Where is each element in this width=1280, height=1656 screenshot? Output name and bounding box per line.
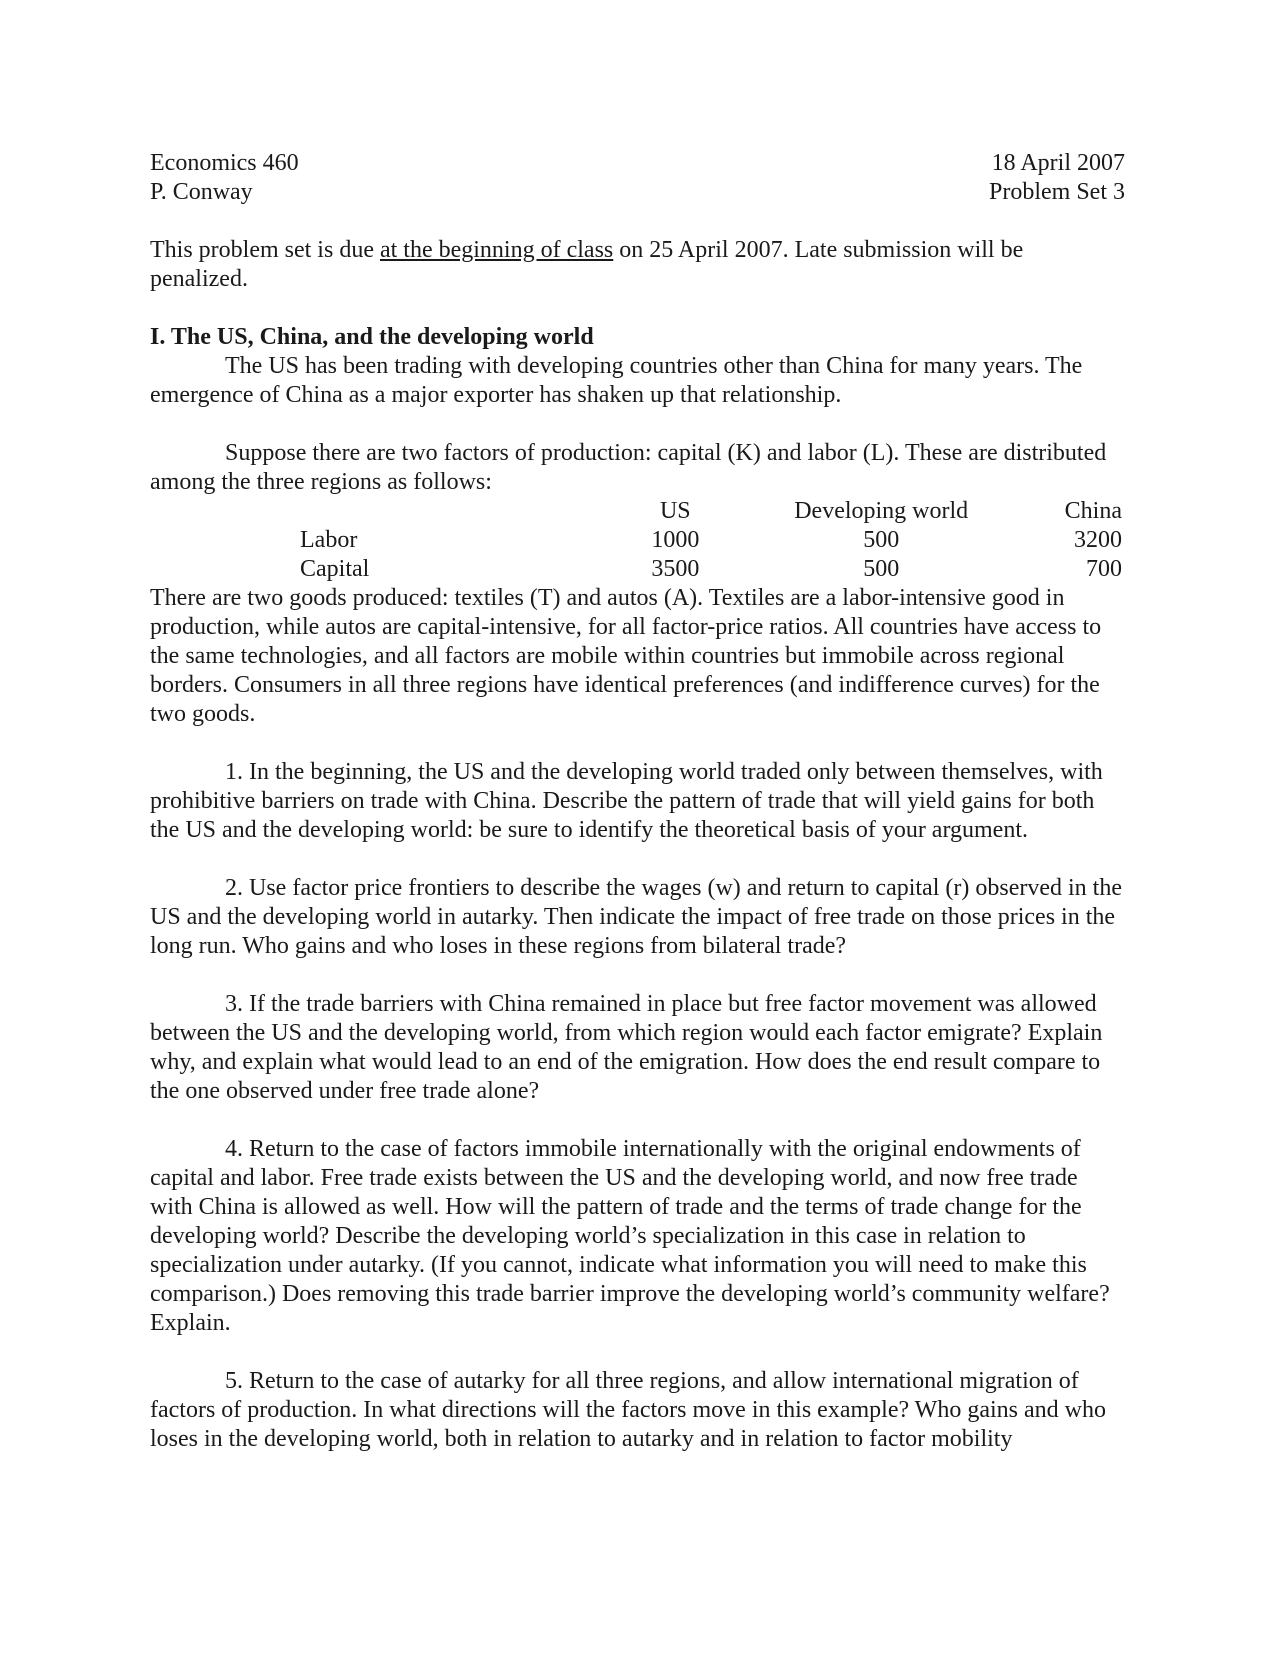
factor-endowment-table [150, 497, 1125, 584]
intro-text-pre: This problem set is due [150, 237, 380, 263]
row-label-capital: Capital [300, 556, 370, 582]
document-page [150, 149, 1125, 1454]
section-paragraph-3: There are two goods produced: textiles (T) and autos (A). Textiles are a labor-intensive good in production, while autos are capital-intensive, for all factor-price ratios. All countries have access to the same technologies, and all factors are mobile within countries but immobile across regional borders. Consumers in all three regions have identical preferences (and indifference curves) for the two goods. [150, 585, 1102, 727]
intro-underlined-text: at the beginning of class [379, 237, 614, 263]
cell-labor-developing: 500 [863, 527, 900, 553]
cell-capital-developing: 500 [863, 556, 900, 582]
question-5: 5. Return to the case of autarky for all three regions, and allow international migration of factors of production. In what directions will the factors move in this example? Who gains and who loses in the developing world, both in relation to autarky and in relation to factor mobility [150, 1368, 1106, 1452]
column-header-us: US [659, 498, 691, 524]
table-row [150, 555, 1125, 584]
document-date: 18 April 2007 [991, 150, 1125, 176]
cell-labor-china: 3200 [1074, 527, 1122, 553]
intro-text-post: on 25 April 2007. Late submission will be penalized. [150, 237, 1024, 292]
section-title: I. The US, China, and the developing world [150, 324, 594, 350]
question-4: 4. Return to the case of factors immobile internationally with the original endowments of capital and labor. Free trade exists between the US and the developing world, and now free trade with China is allowed as well. How will the pattern of trade and the terms of trade change for the developing world? Describe the developing world’s specialization in this case in relation to specialization under autarky. (If you cannot, indicate what information you will need to make this comparison.) Does removing this trade barrier improve the developing world’s community welfare? Explain. [150, 1136, 1110, 1336]
course-name: Economics 460 [150, 150, 299, 176]
table-header-row [150, 497, 1125, 526]
assignment-title: Problem Set 3 [989, 179, 1125, 205]
cell-labor-us: 1000 [651, 527, 700, 553]
header-right [989, 149, 1125, 207]
table-row [150, 526, 1125, 555]
row-label-labor: Labor [300, 527, 358, 553]
section-paragraph-1: The US has been trading with developing countries other than China for many years. The emergence of China as a major exporter has shaken up that relationship. [150, 353, 1083, 408]
column-header-developing-world: Developing world [794, 498, 969, 524]
document-header [150, 149, 1125, 207]
cell-capital-china: 700 [1086, 556, 1122, 582]
question-3: 3. If the trade barriers with China remained in place but free factor movement was allowed between the US and the developing world, from which region would each factor emigrate? Explain why, and explain what would lead to an end of the emigration. How does the end result compare to the one observed under free trade alone? [150, 991, 1103, 1104]
intro-paragraph [150, 236, 1125, 294]
cell-capital-us: 3500 [651, 556, 700, 582]
column-header-china: China [1064, 498, 1122, 524]
question-2: 2. Use factor price frontiers to describe the wages (w) and return to capital (r) observed in the US and the developing world in autarky. Then indicate the impact of free trade on those prices in the long run. Who gains and who loses in these regions from bilateral trade? [150, 875, 1122, 959]
instructor-name: P. Conway [150, 179, 253, 205]
header-left [150, 149, 299, 207]
section-paragraph-2: Suppose there are two factors of production: capital (K) and labor (L). These are distributed among the three regions as follows: [150, 440, 1107, 495]
question-1: 1. In the beginning, the US and the developing world traded only between themselves, with prohibitive barriers on trade with China. Describe the pattern of trade that will yield gains for both the US and the developing world: be sure to identify the theoretical basis of your argument. [150, 759, 1103, 843]
